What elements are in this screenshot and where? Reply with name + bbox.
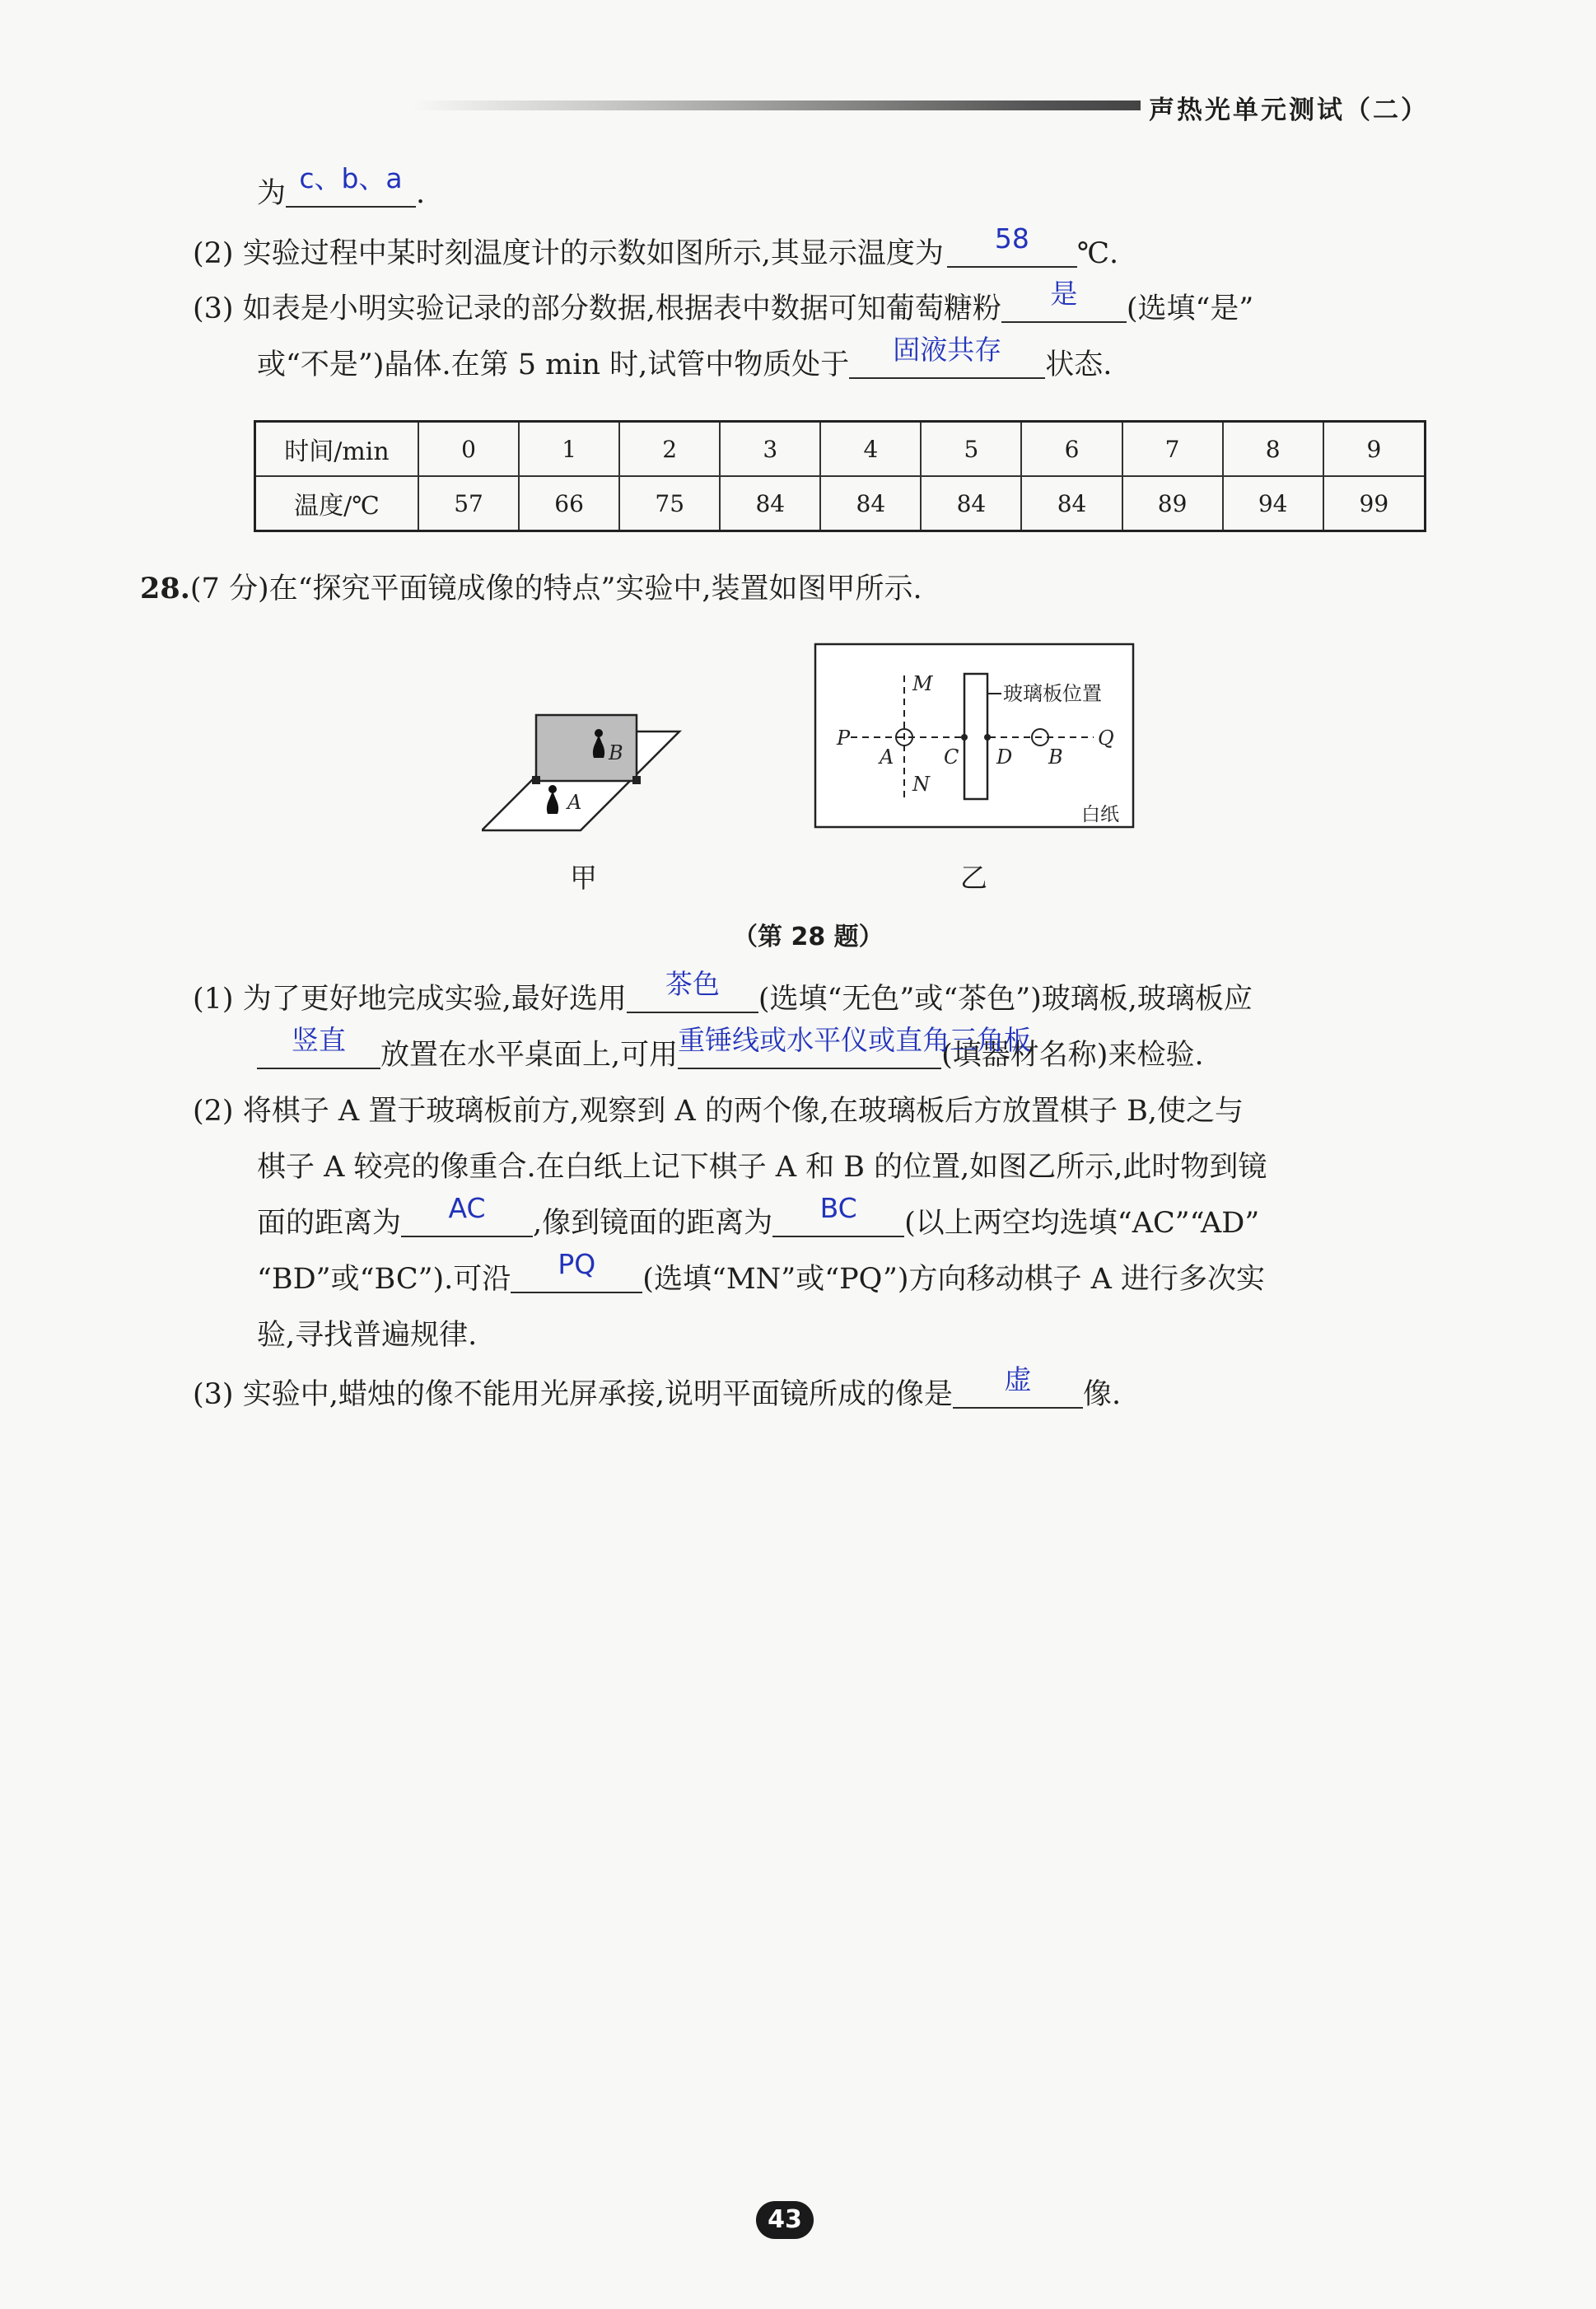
part-text: 或“不是”)晶体.在第 5 min 时,试管中物质处于 <box>257 348 850 381</box>
table-cell: 84 <box>1021 476 1122 531</box>
question-number: 28. <box>140 572 190 605</box>
part-text: ,像到镜面的距离为 <box>533 1207 773 1240</box>
table-cell: 94 <box>1223 476 1323 531</box>
q28-part2-line1 <box>193 1091 1244 1132</box>
temperature-table <box>254 420 1426 532</box>
q27-part3-line1 <box>193 278 1254 330</box>
question-stem: (7 分)在“探究平面镜成像的特点”实验中,装置如图甲所示. <box>189 573 922 605</box>
answer-blank-order <box>286 162 416 208</box>
part-text: 将棋子 A 置于玻璃板前方,观察到 A 的两个像,在玻璃板后方放置棋子 B,使之与 <box>242 1095 1244 1128</box>
table-row-time <box>255 422 1426 477</box>
label-b: B <box>609 741 623 764</box>
part-text-end: 状态. <box>1045 348 1113 381</box>
answer-blank-virtual <box>953 1363 1083 1409</box>
table-cell: 7 <box>1122 422 1223 477</box>
answer-blank-vertical <box>257 1024 380 1069</box>
part-text-end: 像. <box>1082 1378 1122 1411</box>
part-text: (选填“MN”或“PQ”)方向移动棋子 A 进行多次实 <box>642 1263 1266 1296</box>
part-text: “BD”或“BC”).可沿 <box>257 1263 511 1296</box>
answer-color: 茶色 <box>665 968 720 1000</box>
table-cell: 84 <box>820 476 921 531</box>
part-number: (2) <box>193 1095 234 1128</box>
answer-blank-direction <box>511 1248 642 1293</box>
table-cell: 2 <box>619 422 720 477</box>
table-cell: 1 <box>519 422 619 477</box>
q28-part2-line3 <box>257 1192 1260 1244</box>
answer-image-distance: BC <box>819 1192 857 1224</box>
label-b-pos: B <box>1048 746 1063 769</box>
answer-order: c、b、a <box>299 162 403 194</box>
table-cell: 57 <box>418 476 519 531</box>
figure-label-yi: 乙 <box>960 862 987 894</box>
part-number: (1) <box>193 983 234 1016</box>
label-q: Q <box>1098 727 1114 750</box>
table-cell: 6 <box>1021 422 1122 477</box>
table-cell: 3 <box>720 422 820 477</box>
table-cell: 84 <box>720 476 820 531</box>
figure-yi-diagram <box>814 643 1136 830</box>
header-rule <box>412 100 1141 110</box>
table-header-time: 时间/min <box>255 422 419 477</box>
label-a: A <box>567 791 582 814</box>
part-text-2: (选填“是” <box>1126 292 1254 325</box>
answer-blank-object-distance <box>401 1192 533 1237</box>
table-cell: 9 <box>1323 422 1426 477</box>
label-m: M <box>912 672 933 695</box>
q27-line1-suffix: . <box>416 177 426 210</box>
q27-prefix: 为 <box>257 177 287 210</box>
answer-blank-tool <box>678 1024 1032 1069</box>
label-d: D <box>996 746 1013 769</box>
answer-blank-color <box>627 968 758 1013</box>
figure-label-jia: 甲 <box>570 862 597 894</box>
answer-object-distance: AC <box>448 1192 486 1224</box>
answer-blank-temp <box>947 222 1077 268</box>
part-number: (2) <box>193 237 234 270</box>
part-text-2: (选填“无色”或“茶色”)玻璃板,玻璃板应 <box>758 983 1253 1016</box>
q27-line-order <box>257 162 426 214</box>
label-c: C <box>944 746 959 769</box>
table-cell: 84 <box>921 476 1021 531</box>
table-row-temp <box>255 476 1426 531</box>
q28-part2-line2 <box>257 1147 1267 1188</box>
label-glass-position: 玻璃板位置 <box>1003 682 1102 705</box>
glass-plate-position <box>964 674 987 799</box>
figure-jia-diagram <box>482 708 684 840</box>
table-cell: 66 <box>519 476 619 531</box>
q27-part3-line2 <box>257 334 1113 386</box>
part-text: 验,寻找普遍规律. <box>257 1319 478 1352</box>
q28-part3 <box>193 1363 1122 1415</box>
glass-support-right <box>632 776 641 784</box>
q28-part2-line4 <box>257 1248 1266 1300</box>
table-cell: 0 <box>418 422 519 477</box>
table-cell: 4 <box>820 422 921 477</box>
point-d <box>984 734 991 741</box>
answer-blank-crystal <box>1001 278 1127 323</box>
answer-crystal: 是 <box>1050 278 1078 310</box>
temp-unit: ℃. <box>1076 237 1119 270</box>
point-c <box>961 734 968 741</box>
part-text: 实验中,蜡烛的像不能用光屏承接,说明平面镜所成的像是 <box>242 1378 953 1411</box>
figure-caption: （第 28 题） <box>733 923 884 951</box>
part-text: 如表是小明实验记录的部分数据,根据表中数据可知葡萄糖粉 <box>242 292 1001 325</box>
glass-support-left <box>532 776 540 784</box>
table-cell: 89 <box>1122 476 1223 531</box>
label-p: P <box>837 727 851 750</box>
answer-temp: 58 <box>994 222 1029 255</box>
answer-direction: PQ <box>558 1248 596 1280</box>
answer-state: 固液共存 <box>893 334 1002 366</box>
label-n: N <box>912 773 930 796</box>
part-text: 棋子 A 较亮的像重合.在白纸上记下棋子 A 和 B 的位置,如图乙所示,此时物到镜 <box>257 1151 1267 1184</box>
table-cell: 5 <box>921 422 1021 477</box>
part-number: (3) <box>193 1378 234 1411</box>
answer-tool: 重锤线或水平仪或直角三角板 <box>678 1024 1032 1056</box>
q28-part1-line1 <box>193 968 1253 1020</box>
part-text: 放置在水平桌面上,可用 <box>380 1039 679 1072</box>
part-text-end: (填器材名称)来检验. <box>941 1039 1204 1072</box>
table-cell: 8 <box>1223 422 1323 477</box>
answer-virtual: 虚 <box>1004 1363 1032 1395</box>
part-text: 面的距离为 <box>257 1207 402 1240</box>
answer-blank-state <box>849 334 1045 379</box>
part-text: 实验过程中某时刻温度计的示数如图所示,其显示温度为 <box>242 237 944 270</box>
label-white-paper: 白纸 <box>1081 804 1119 825</box>
label-a-pos: A <box>880 746 894 769</box>
table-cell: 99 <box>1323 476 1426 531</box>
answer-vertical: 竖直 <box>292 1024 346 1056</box>
q28-part2-line5 <box>257 1315 477 1356</box>
q28-part1-line2 <box>257 1024 1204 1076</box>
part-text: 为了更好地完成实验,最好选用 <box>242 983 627 1016</box>
q27-part2 <box>193 222 1119 274</box>
chess-piece-a-head <box>548 785 557 793</box>
answer-blank-image-distance <box>772 1192 904 1237</box>
q28-stem <box>140 568 922 610</box>
page-number: 43 <box>756 2201 814 2239</box>
chess-piece-b-head <box>595 729 603 737</box>
table-cell: 75 <box>619 476 720 531</box>
running-header-title: 声热光单元测试（二） <box>1149 96 1429 125</box>
part-number: (3) <box>193 292 234 325</box>
part-text: (以上两空均选填“AC”“AD” <box>904 1207 1260 1240</box>
table-header-temp: 温度/℃ <box>255 476 419 531</box>
